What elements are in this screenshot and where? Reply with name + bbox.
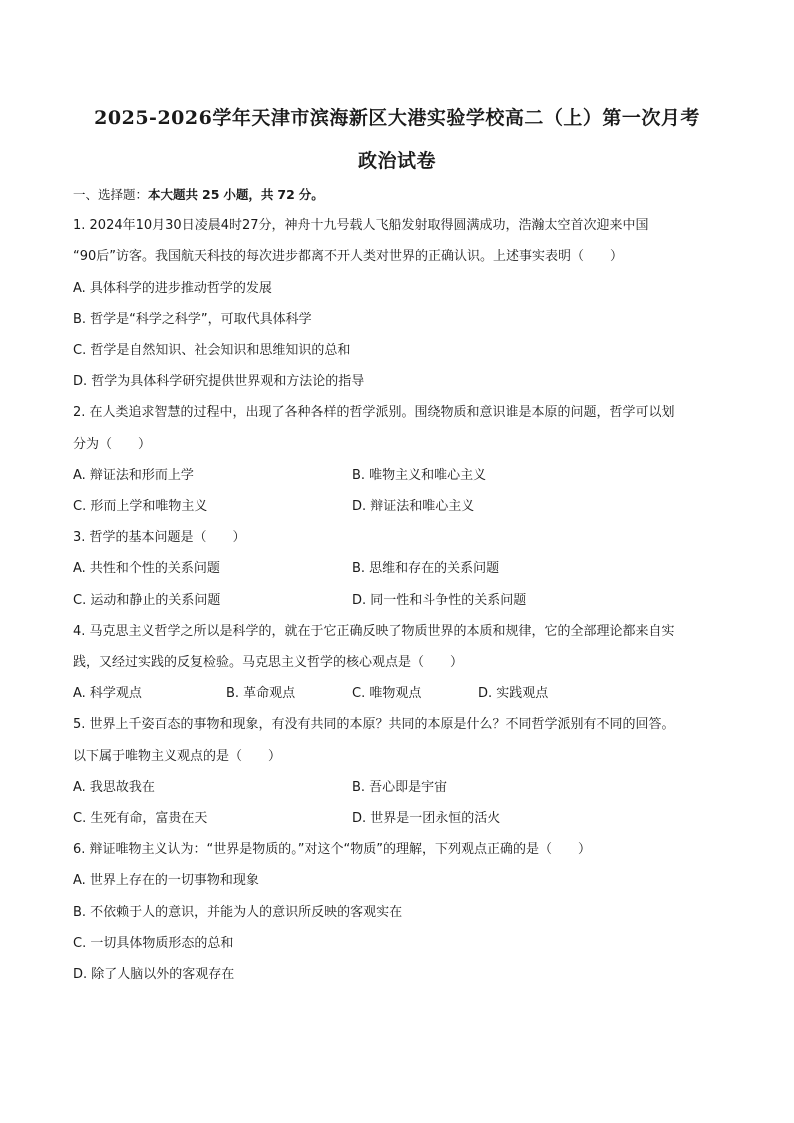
question-3-option-b: B. 思维和存在的关系问题 <box>352 561 500 576</box>
question-5-option-a: A. 我思故我在 <box>73 780 155 795</box>
question-2-option-d: D. 辩证法和唯心主义 <box>352 499 475 514</box>
section-heading <box>73 186 324 204</box>
question-5-stem-line-1: 5. 世界上千姿百态的事物和现象，有没有共同的本原？共同的本原是什么？不同哲学派别有不同的回答。 <box>73 717 675 732</box>
question-3-stem-line-1: 3. 哲学的基本问题是（ ） <box>73 530 246 545</box>
question-3-option-c: C. 运动和静止的关系问题 <box>73 593 221 608</box>
question-1-stem-line-2: “90后”访客。我国航天科技的每次进步都离不开人类对世界的正确认识。上述事实表明（ ） <box>73 249 624 264</box>
question-4-stem-line-2: 践，又经过实践的反复检验。马克思主义哲学的核心观点是（ ） <box>73 655 464 670</box>
question-2-option-c: C. 形而上学和唯物主义 <box>73 499 208 514</box>
question-6-option-a: A. 世界上存在的一切事物和现象 <box>73 873 259 888</box>
question-5-option-c: C. 生死有命，富贵在天 <box>73 811 208 826</box>
question-4-option-b: B. 革命观点 <box>226 686 296 701</box>
question-5-option-b: B. 吾心即是宇宙 <box>352 780 448 795</box>
section-score: 72 <box>277 187 295 202</box>
question-6-option-d: D. 除了人脑以外的客观存在 <box>73 967 235 982</box>
question-6-stem-line-1: 6. 辩证唯物主义认为：“世界是物质的。”对这个“物质”的理解，下列观点正确的是（ ） <box>73 842 591 857</box>
section-desc-b: 小题，共 <box>223 187 274 202</box>
question-6-option-b: B. 不依赖于人的意识，并能为人的意识所反映的客观实在 <box>73 905 403 920</box>
question-5-stem-line-2: 以下属于唯物主义观点的是（ ） <box>73 749 282 764</box>
exam-title: 2025-2026学年天津市滨海新区大港实验学校高二（上）第一次月考 <box>94 107 700 129</box>
question-4-option-d: D. 实践观点 <box>478 686 549 701</box>
question-4-option-a: A. 科学观点 <box>73 686 142 701</box>
question-3-option-a: A. 共性和个性的关系问题 <box>73 561 220 576</box>
question-1-option-b: B. 哲学是“科学之科学”，可取代具体科学 <box>73 312 312 327</box>
question-2-option-b: B. 唯物主义和唯心主义 <box>352 468 487 483</box>
question-1-option-d: D. 哲学为具体科学研究提供世界观和方法论的指导 <box>73 374 365 389</box>
question-2-stem-line-2: 分为（ ） <box>73 437 152 452</box>
question-1-option-a: A. 具体科学的进步推动哲学的发展 <box>73 281 272 296</box>
question-4-stem-line-1: 4. 马克思主义哲学之所以是科学的，就在于它正确反映了物质世界的本质和规律，它的全部理论都来自实 <box>73 624 675 639</box>
question-2-option-a: A. 辩证法和形而上学 <box>73 468 194 483</box>
section-prefix: 一、选择题： <box>73 187 149 202</box>
exam-subtitle: 政治试卷 <box>357 150 436 172</box>
question-1-option-c: C. 哲学是自然知识、社会知识和思维知识的总和 <box>73 343 351 358</box>
section-desc-c: 分。 <box>298 187 324 202</box>
question-1-stem-line-1: 1. 2024年10月30日凌晨4时27分，神舟十九号载人飞船发射取得圆满成功，浩瀚太空首次迎来中国 <box>73 218 649 233</box>
question-3-option-d: D. 同一性和斗争性的关系问题 <box>352 593 527 608</box>
question-4-option-c: C. 唯物观点 <box>352 686 422 701</box>
section-count: 25 <box>202 187 220 202</box>
question-6-option-c: C. 一切具体物质形态的总和 <box>73 936 234 951</box>
question-2-stem-line-1: 2. 在人类追求智慧的过程中，出现了各种各样的哲学派别。围绕物质和意识谁是本原的问题，哲学可以划 <box>73 405 675 420</box>
question-5-option-d: D. 世界是一团永恒的活火 <box>352 811 501 826</box>
section-desc-a: 本大题共 <box>148 187 199 202</box>
